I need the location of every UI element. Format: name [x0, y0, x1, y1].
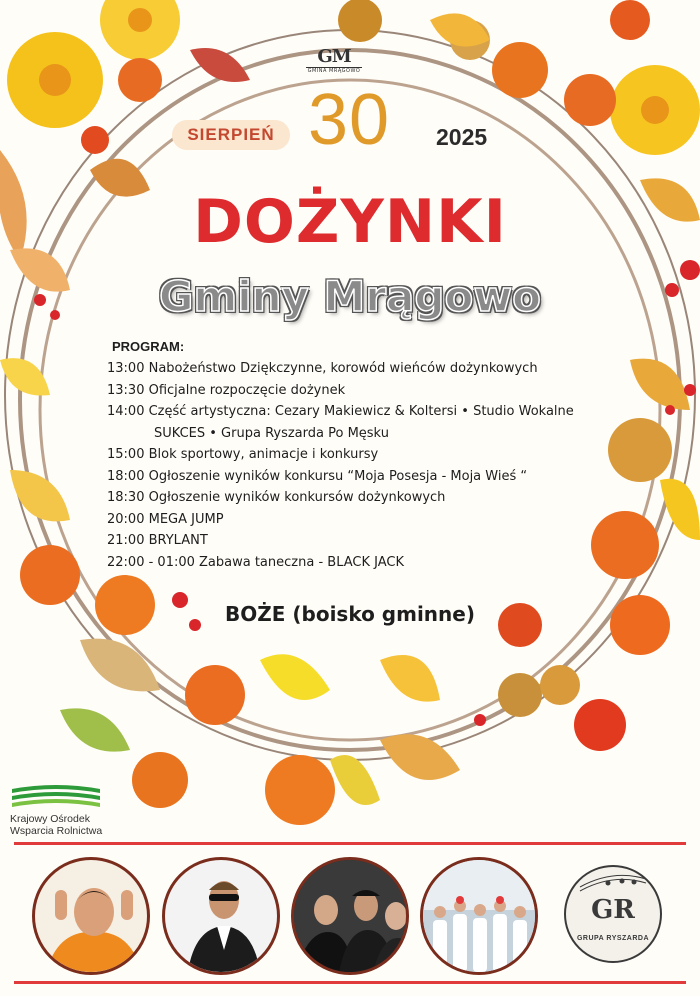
- gmina-logo: [306, 48, 362, 74]
- program-item: 15:00 Blok sportowy, animacje i konkursy: [107, 447, 379, 462]
- performer-3-image: [294, 860, 409, 975]
- performer-photo-1: [32, 857, 150, 975]
- event-venue: BOŻE (boisko gminne): [225, 602, 475, 626]
- grupa-ryszarda-name: GRUPA RYSZARDA: [576, 935, 650, 942]
- date-month: SIERPIEŃ: [172, 120, 290, 150]
- top-divider: [14, 842, 686, 845]
- grupa-ryszarda-mark: GR: [591, 895, 635, 925]
- program-item: 20:00 MEGA JUMP: [107, 511, 224, 527]
- kowr-logo-line2: Wsparcia Rolnictwa: [10, 825, 103, 837]
- program-item-continuation-text: SUKCES • Grupa Ryszarda Po Męsku: [154, 425, 389, 441]
- program-heading: PROGRAM:: [112, 339, 185, 354]
- performer-photo-2: [162, 857, 280, 975]
- performer-photo-3: [291, 857, 409, 975]
- program-item: 21:00 BRYLANT: [107, 533, 208, 548]
- program-item: 14:00 Część artystyczna: Cezary Makiewicz & Koltersi • Studio Wokalne: [107, 404, 574, 419]
- gmina-logo-caption: GMINA MRĄGOWO: [307, 68, 361, 74]
- program-item: 18:00 Ogłoszenie wyników konkursu “Moja Posesja - Moja Wieś “: [107, 468, 528, 484]
- performer-4-image: [423, 860, 538, 975]
- date-day: 30: [308, 80, 391, 160]
- grupa-ryszarda-logo: [564, 857, 662, 975]
- kowr-logo: [10, 783, 110, 837]
- performer-photo-4: [420, 857, 538, 975]
- bottom-divider: [14, 981, 686, 984]
- performer-2-image: [165, 860, 280, 975]
- program-item: 18:30 Ogłoszenie wyników konkursów dożynkowych: [107, 490, 446, 505]
- program-item: 13:00 Nabożeństwo Dziękczynne, korowód wieńców dożynkowych: [107, 361, 538, 376]
- performer-1-image: [35, 860, 150, 975]
- program-list: [107, 358, 647, 573]
- music-notes-icon: [578, 873, 648, 895]
- program-item-continuation: [107, 423, 647, 445]
- kowr-logo-line1: Krajowy Ośrodek: [10, 813, 90, 825]
- date-year: 2025: [436, 124, 488, 150]
- kowr-logo-icon: [10, 783, 102, 809]
- event-subtitle: Gminy Mrągowo: [159, 272, 541, 321]
- program-item: 22:00 - 01:00 Zabawa taneczna - BLACK JACK: [107, 554, 405, 570]
- gmina-logo-mark: GM: [317, 46, 351, 67]
- program-item: 13:30 Oficjalne rozpoczęcie dożynek: [107, 382, 346, 398]
- event-title: DOŻYNKI: [193, 187, 507, 257]
